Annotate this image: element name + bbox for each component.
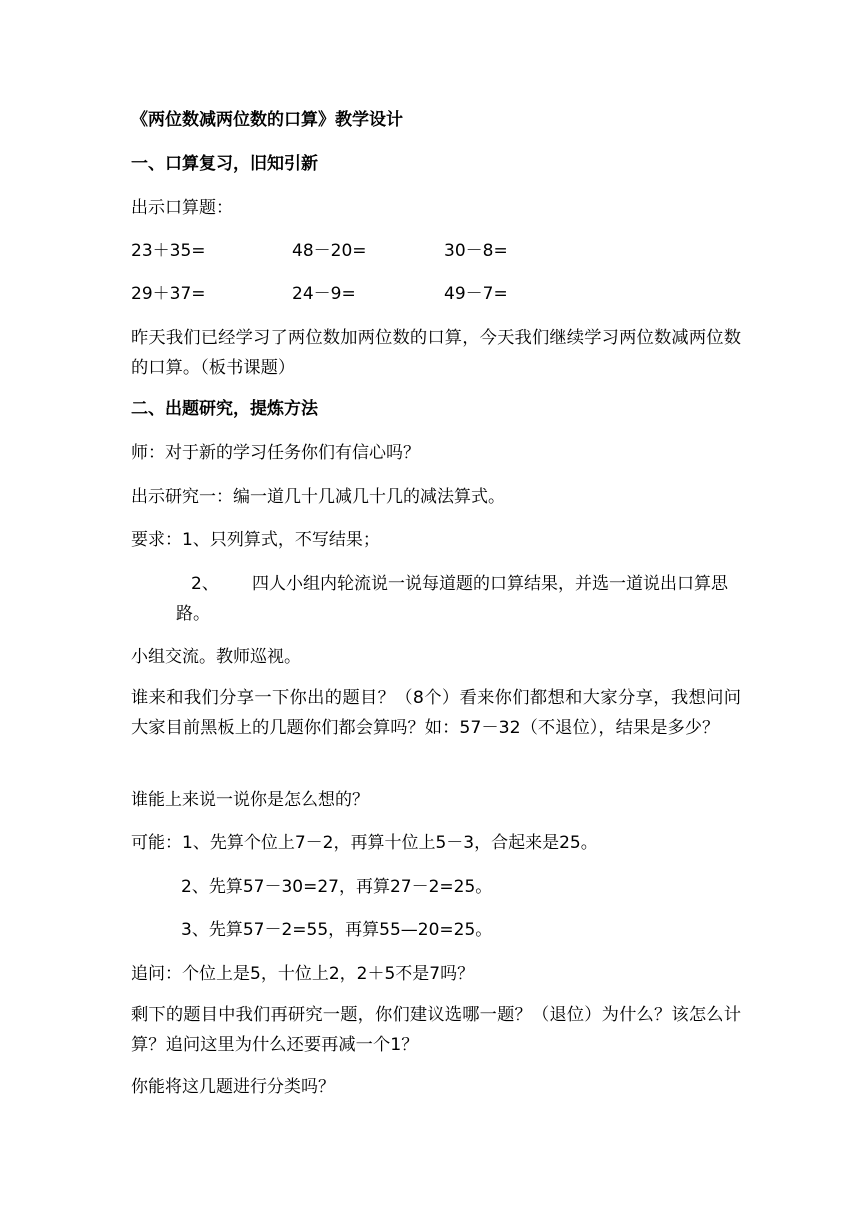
problem: 29＋37=: [131, 284, 206, 304]
show-problems-label: 出示口算题：: [131, 198, 233, 218]
who-explains: 谁能上来说一说你是怎么想的？: [131, 790, 369, 810]
problem: 24－9=: [292, 284, 356, 304]
classify-question: 你能将这几题进行分类吗？: [131, 1077, 335, 1097]
requirement-2-text: 四人小组内轮流说一说每道题的口算结果，并选一道说出口算思路。: [176, 574, 728, 624]
document-title: 《两位数减两位数的口算》教学设计: [131, 110, 403, 130]
section-heading-1: 一、口算复习，旧知引新: [131, 154, 318, 174]
remaining-paragraph: 剩下的题目中我们再研究一题，你们建议选哪一题？（退位）为什么？该怎么计算？追问这里为什么还要再减一个1？: [131, 1005, 741, 1055]
intro-paragraph: 昨天我们已经学习了两位数加两位数的口算，今天我们继续学习两位数减两位数的口算。（板书课题）: [131, 328, 741, 378]
possible-method-2: 2、先算57－30=27，再算27－2=25。: [181, 877, 493, 897]
section-heading-2: 二、出题研究，提炼方法: [131, 399, 318, 419]
problem: 49－7=: [444, 284, 508, 304]
problem-row-1: [131, 242, 741, 261]
problem: 30－8=: [444, 241, 508, 261]
follow-up-question: 追问：个位上是5，十位上2，2＋5不是7吗？: [131, 964, 475, 984]
requirement-1: 要求：1、只列算式，不写结果；: [131, 530, 380, 550]
requirement-2-number: 2、: [191, 574, 219, 594]
teacher-question: 师：对于新的学习任务你们有信心吗？: [131, 443, 420, 463]
problem-row-2: [131, 285, 741, 304]
group-exchange: 小组交流。教师巡视。: [131, 647, 301, 667]
problem: 23＋35=: [131, 241, 206, 261]
share-paragraph: 谁来和我们分享一下你出的题目？（8个）看来你们都想和大家分享，我想问问大家目前黑板上的几题你们都会算吗？如：57－32（不退位），结果是多少？: [131, 688, 741, 738]
possible-method-1: 可能：1、先算个位上7－2，再算十位上5－3，合起来是25。: [131, 833, 598, 853]
possible-method-3: 3、先算57－2=55，再算55—20=25。: [181, 920, 493, 940]
problem: 48－20=: [292, 241, 367, 261]
research-one: 出示研究一：编一道几十几减几十几的减法算式。: [131, 487, 505, 507]
